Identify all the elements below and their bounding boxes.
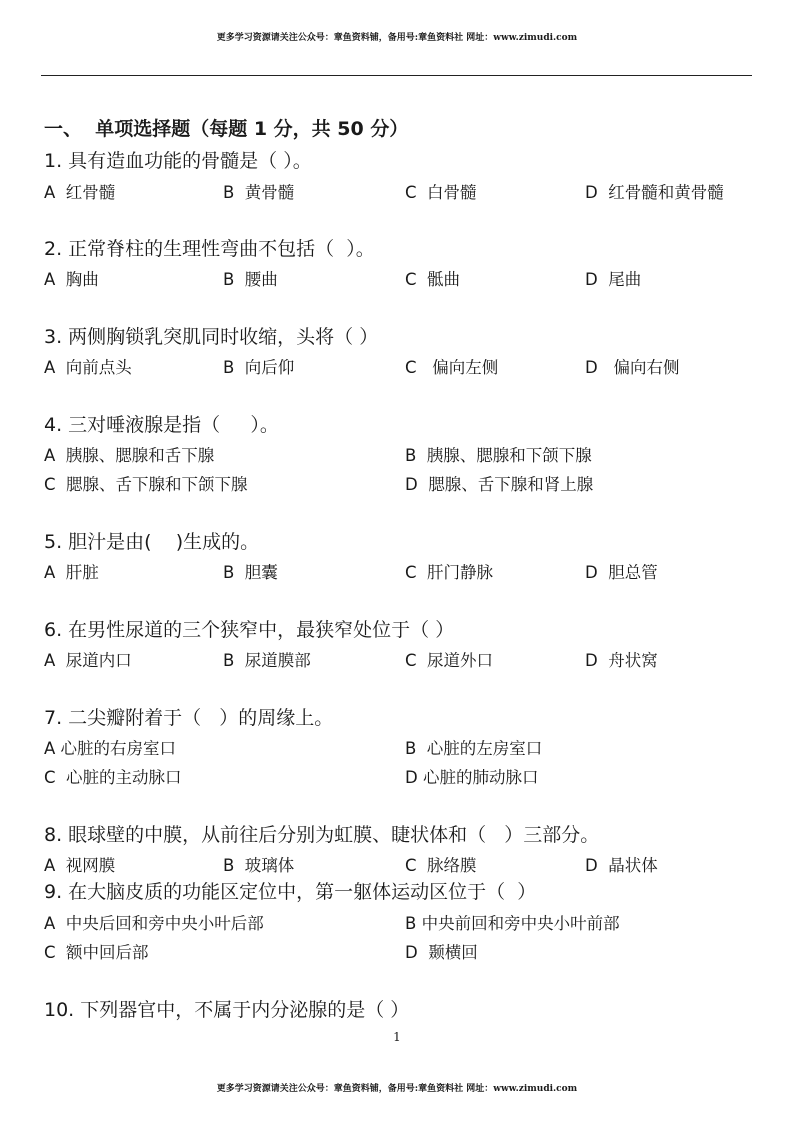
option-a: A 心脏的右房室口	[44, 739, 177, 758]
question-stem: 5. 胆汁是由( )生成的。	[44, 531, 260, 553]
page-footer: 更多学习资源请关注公众号：章鱼资料铺，备用号:章鱼资料社 网址：www.zimudi.com	[216, 1084, 578, 1094]
option-b: B 黄骨髓	[223, 183, 295, 202]
option-b: B 腰曲	[223, 270, 278, 289]
question-stem: 7. 二尖瓣附着于（ ）的周缘上。	[44, 707, 334, 729]
option-b: B 尿道膜部	[223, 651, 311, 670]
option-b: B 心脏的左房室口	[405, 739, 543, 758]
option-a: A 视网膜	[44, 856, 116, 875]
option-b: B 胰腺、腮腺和下颌下腺	[405, 446, 592, 465]
option-d: D 舟状窝	[585, 651, 658, 670]
question-stem: 9. 在大脑皮质的功能区定位中，第一躯体运动区位于（ ）	[44, 881, 537, 903]
option-b: B 向后仰	[223, 358, 295, 377]
option-a: A 向前点头	[44, 358, 132, 377]
option-d: D 晶状体	[585, 856, 658, 875]
option-c: C 腮腺、舌下腺和下颌下腺	[44, 475, 248, 494]
option-d: D 胆总管	[585, 563, 658, 582]
option-a: A 肝脏	[44, 563, 99, 582]
option-c: C 肝门静脉	[405, 563, 494, 582]
option-c: C 心脏的主动脉口	[44, 768, 182, 787]
question-stem: 3. 两侧胸锁乳突肌同时收缩，头将（ ）	[44, 326, 379, 348]
option-c: C 偏向左侧	[405, 358, 499, 377]
question-stem: 1. 具有造血功能的骨髓是（ ）。	[44, 150, 312, 172]
option-d: D 偏向右侧	[585, 358, 680, 377]
option-c: C 额中回后部	[44, 943, 149, 962]
option-a: A 尿道内口	[44, 651, 132, 670]
option-d: D 颞横回	[405, 943, 478, 962]
header-divider	[41, 75, 752, 76]
page-number: 1	[393, 1030, 401, 1044]
option-b: B 胆囊	[223, 563, 278, 582]
page-header: 更多学习资源请关注公众号：章鱼资料铺，备用号:章鱼资料社 网址：www.zimudi.com	[216, 33, 578, 43]
option-b: B 中央前回和旁中央小叶前部	[405, 914, 620, 933]
option-a: A 中央后回和旁中央小叶后部	[44, 914, 264, 933]
option-a: A 红骨髓	[44, 183, 116, 202]
option-d: D 尾曲	[585, 270, 642, 289]
option-c: C 骶曲	[405, 270, 461, 289]
option-d: D 红骨髓和黄骨髓	[585, 183, 724, 202]
question-stem: 8. 眼球壁的中膜，从前往后分别为虹膜、睫状体和（ ）三部分。	[44, 824, 600, 846]
option-c: C 尿道外口	[405, 651, 494, 670]
question-stem: 10. 下列器官中，不属于内分泌腺的是（ ）	[44, 999, 410, 1021]
section-title: 一、 单项选择题（每题 1 分，共 50 分）	[44, 118, 409, 140]
option-a: A 胸曲	[44, 270, 99, 289]
question-stem: 2. 正常脊柱的生理性弯曲不包括（ ）。	[44, 238, 375, 260]
option-b: B 玻璃体	[223, 856, 295, 875]
question-stem: 4. 三对唾液腺是指（ ）。	[44, 414, 279, 436]
option-a: A 胰腺、腮腺和舌下腺	[44, 446, 215, 465]
option-d: D 腮腺、舌下腺和肾上腺	[405, 475, 594, 494]
option-c: C 白骨髓	[405, 183, 477, 202]
option-d: D 心脏的肺动脉口	[405, 768, 539, 787]
question-stem: 6. 在男性尿道的三个狭窄中，最狭窄处位于（ ）	[44, 619, 455, 641]
option-c: C 脉络膜	[405, 856, 477, 875]
